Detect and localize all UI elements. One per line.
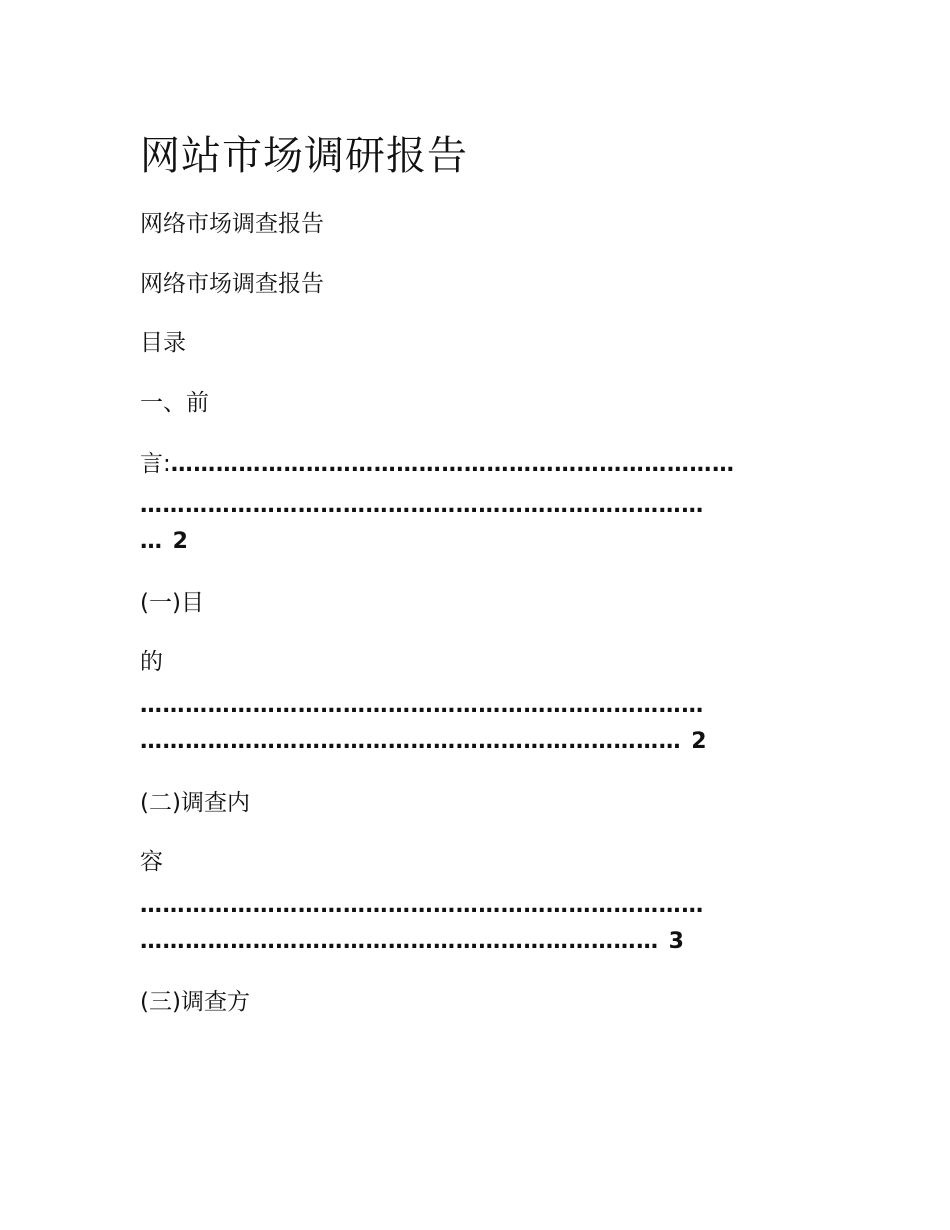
toc-entry-purpose-label-cont: 的 [140, 649, 163, 675]
toc-entry-content-label-cont: 容 [140, 849, 163, 875]
toc-leader-dots: ………………………………………………………………… [140, 693, 704, 718]
toc-leader-dots: ………………………………………………………………… [140, 893, 704, 918]
toc-leader-dots: ………………………………………………………………… [140, 493, 704, 518]
toc-leader-dots-end [140, 726, 810, 758]
toc-page-number: 3 [668, 929, 684, 954]
document-subtitle-2: 网络市场调查报告 [140, 271, 324, 297]
document-title: 网站市场调研报告 [140, 133, 468, 179]
toc-entry-method-label: (三)调查方 [140, 989, 250, 1015]
toc-heading: 目录 [140, 330, 186, 356]
toc-leader-dots: …………………………………………………………… [140, 929, 659, 954]
toc-entry-purpose-label: (一)目 [140, 590, 204, 616]
toc-entry-content-label: (二)调查内 [140, 790, 250, 816]
document-subtitle-1: 网络市场调查报告 [140, 211, 324, 237]
toc-leader-dots: ……………………………………………………………… [140, 729, 682, 754]
toc-entry-preface-label: 一、前 [140, 390, 209, 416]
toc-leader-dots: ………………………………………………………………… [170, 452, 735, 477]
toc-page-number: 2 [691, 729, 707, 754]
toc-entry-preface-label-text: 言: [140, 451, 171, 477]
toc-page-number: 2 [172, 529, 188, 554]
toc-leader-dots: … [140, 529, 163, 554]
toc-leader-dots-end [140, 526, 810, 558]
toc-leader-dots-end [140, 926, 810, 958]
toc-entry-preface-label-cont [140, 448, 735, 481]
